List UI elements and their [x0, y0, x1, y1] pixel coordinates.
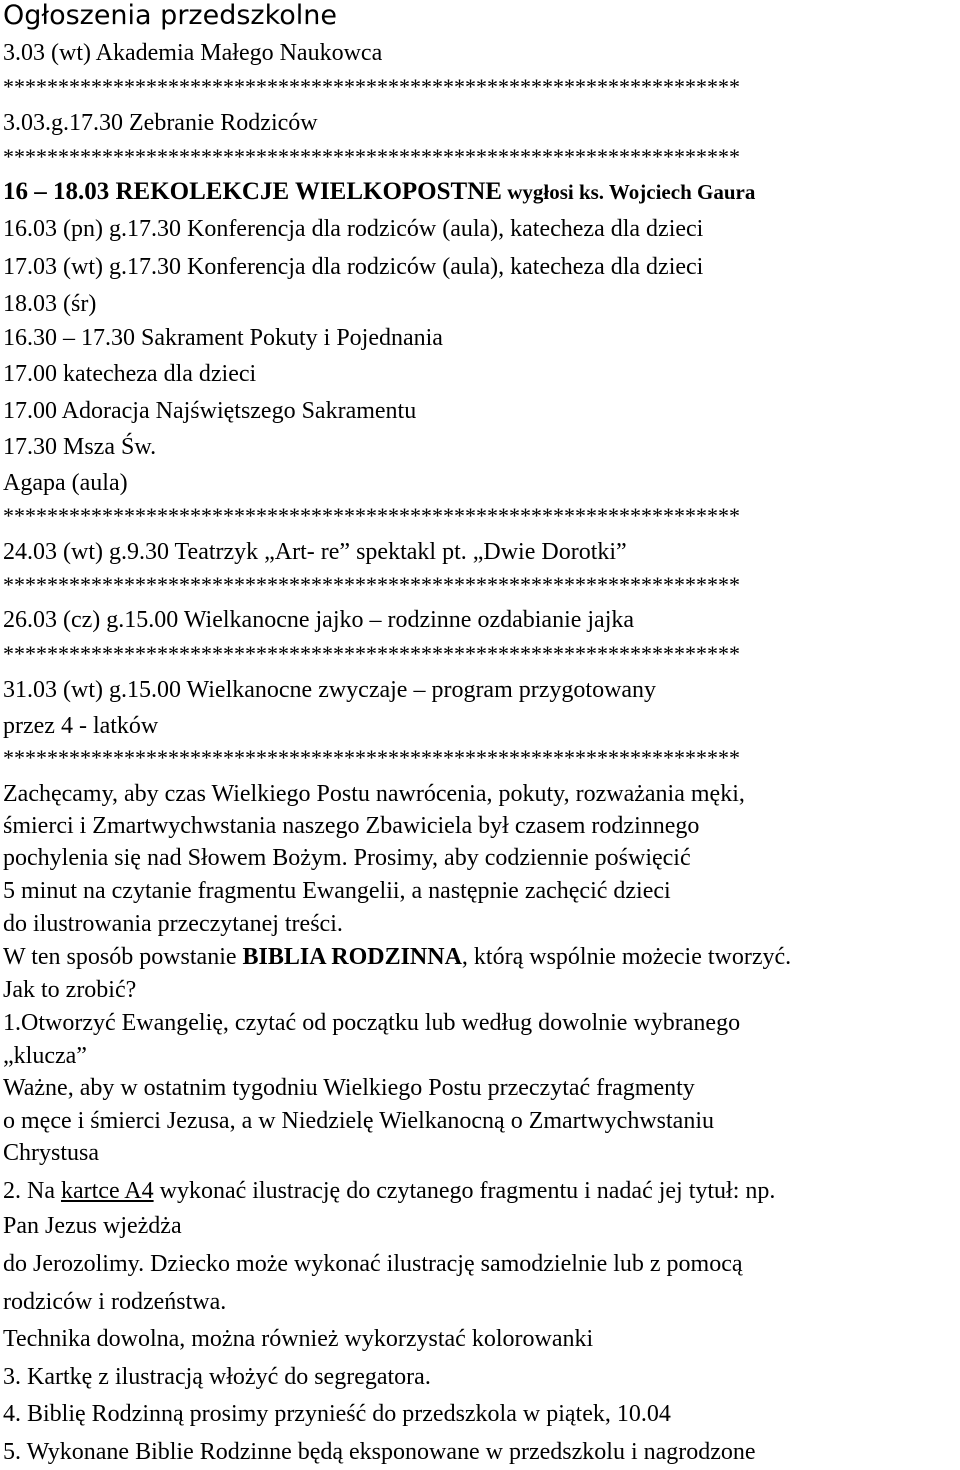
body-text: Zachęcamy, aby czas Wielkiego Postu nawrócenia, pokuty, rozważania męki,	[3, 781, 745, 807]
body-text: 5 minut na czytanie fragmentu Ewangelii, a następnie zachęcić dzieci	[3, 878, 671, 904]
body-text: rodziców i rodzeństwa.	[3, 1289, 227, 1315]
separator: *******************************************************************	[3, 74, 740, 99]
page-title: Ogłoszenia przedszkolne	[3, 0, 337, 31]
body-text: Technika dowolna, można również wykorzystać kolorowanki	[3, 1326, 594, 1352]
body-text: o męce i śmierci Jezusa, a w Niedzielę Wielkanocną o Zmartwychwstaniu	[3, 1108, 714, 1134]
body-text	[3, 942, 791, 972]
body-text: Pan Jezus wjeżdża	[3, 1213, 182, 1239]
announcement-line: 17.03 (wt) g.17.30 Konferencja dla rodziców (aula), katecheza dla dzieci	[3, 254, 704, 280]
body-text-part: , którą wspólnie możecie tworzyć.	[461, 944, 792, 970]
announcement-line: 18.03 (śr)	[3, 291, 97, 317]
retreat-heading-speaker: wygłosi ks. Wojciech Gaura	[501, 180, 756, 204]
separator: *******************************************************************	[3, 745, 740, 770]
body-text: pochylenia się nad Słowem Bożym. Prosimy, aby codziennie poświęcić	[3, 845, 691, 871]
retreat-heading-main: 16 – 18.03 REKOLEKCJE WIELKOPOSTNE	[3, 178, 502, 205]
retreat-heading	[3, 177, 755, 207]
body-text-part: 2. Na	[3, 1178, 61, 1204]
body-text: śmierci i Zmartwychwstania naszego Zbawiciela był czasem rodzinnego	[3, 813, 700, 839]
announcement-line: 31.03 (wt) g.15.00 Wielkanocne zwyczaje – program przygotowany	[3, 677, 657, 703]
announcement-line: 3.03.g.17.30 Zebranie Rodziców	[3, 110, 318, 136]
body-text: „klucza”	[3, 1043, 87, 1069]
body-text	[3, 1176, 775, 1206]
announcement-line: przez 4 - latków	[3, 713, 159, 739]
announcement-line: Agapa (aula)	[3, 470, 128, 496]
body-text: 5. Wykonane Biblie Rodzinne będą eksponowane w przedszkolu i nagrodzone	[3, 1439, 756, 1465]
kartka-a4-underlined: kartce A4	[60, 1178, 154, 1204]
biblia-rodzinna-emphasis: BIBLIA RODZINNA	[242, 944, 462, 970]
announcement-line: 16.30 – 17.30 Sakrament Pokuty i Pojednania	[3, 325, 443, 351]
separator: *******************************************************************	[3, 572, 740, 597]
body-text-part: W ten sposób powstanie	[3, 944, 243, 970]
body-text: 1.Otworzyć Ewangelię, czytać od początku lub według dowolnie wybranego	[3, 1010, 741, 1036]
announcement-line: 16.03 (pn) g.17.30 Konferencja dla rodziców (aula), katecheza dla dzieci	[3, 216, 704, 242]
body-text: Ważne, aby w ostatnim tygodniu Wielkiego Postu przeczytać fragmenty	[3, 1075, 695, 1101]
body-text-part: wykonać ilustrację do czytanego fragmentu i nadać jej tytuł: np.	[153, 1178, 776, 1204]
announcement-line: 17.00 katecheza dla dzieci	[3, 361, 257, 387]
announcement-line: 24.03 (wt) g.9.30 Teatrzyk „Art- re” spektakl pt. „Dwie Dorotki”	[3, 539, 627, 565]
body-text: do ilustrowania przeczytanej treści.	[3, 911, 343, 937]
announcement-line: 17.00 Adoracja Najświętszego Sakramentu	[3, 398, 417, 424]
separator: *******************************************************************	[3, 144, 740, 169]
body-text: Chrystusa	[3, 1140, 99, 1166]
announcement-line: 17.30 Msza Św.	[3, 434, 157, 460]
body-text: Jak to zrobić?	[3, 977, 137, 1003]
announcement-line: 3.03 (wt) Akademia Małego Naukowca	[3, 40, 383, 66]
separator: *******************************************************************	[3, 503, 740, 528]
body-text: do Jerozolimy. Dziecko może wykonać ilustrację samodzielnie lub z pomocą	[3, 1251, 743, 1277]
body-text: 3. Kartkę z ilustracją włożyć do segregatora.	[3, 1364, 431, 1390]
separator: *******************************************************************	[3, 641, 740, 666]
announcement-line: 26.03 (cz) g.15.00 Wielkanocne jajko – rodzinne ozdabianie jajka	[3, 607, 635, 633]
body-text: 4. Biblię Rodzinną prosimy przynieść do przedszkola w piątek, 10.04	[3, 1401, 671, 1427]
